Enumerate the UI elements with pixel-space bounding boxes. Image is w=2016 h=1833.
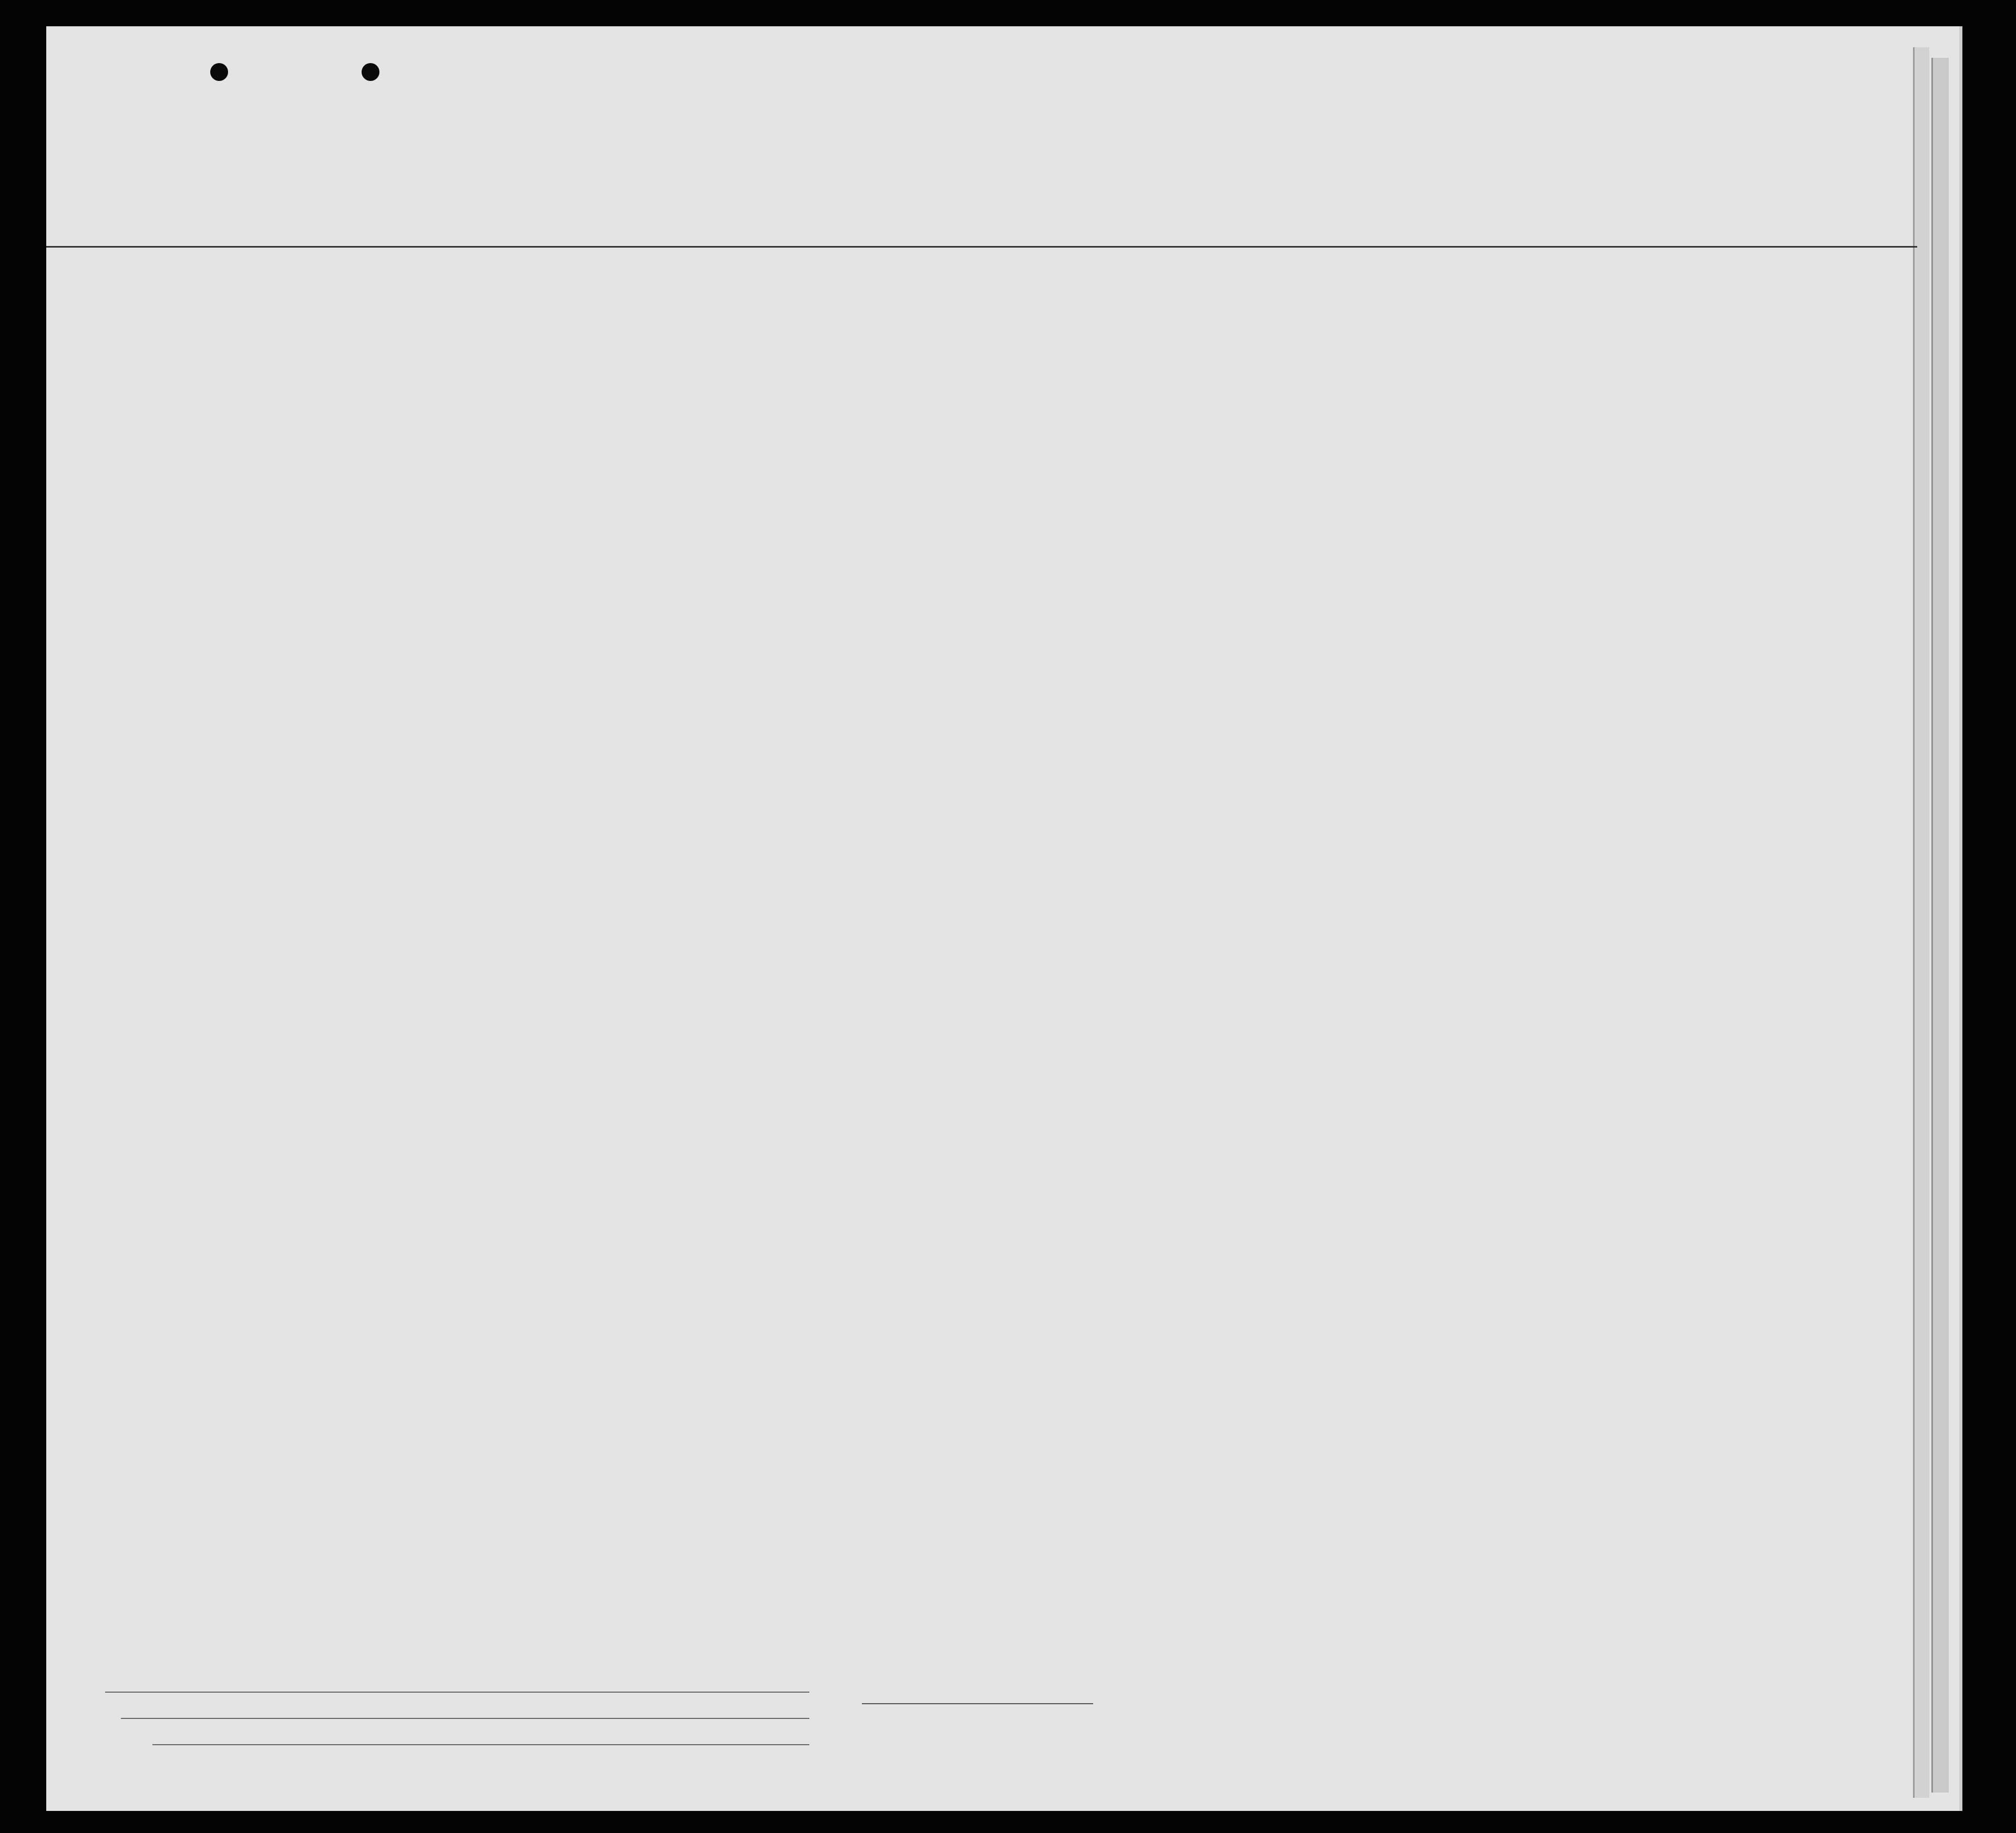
page-edge: [1913, 47, 1929, 1798]
owners-field: [121, 1718, 809, 1719]
punch-hole: [362, 63, 379, 81]
manifest-sheet: [46, 26, 1962, 1811]
page-edge: [1931, 58, 1949, 1793]
agents-field: [152, 1744, 809, 1745]
signature-line: [862, 1703, 1093, 1704]
line-field: [105, 1692, 809, 1693]
punch-hole: [210, 63, 228, 81]
header-rule: [46, 246, 1917, 248]
